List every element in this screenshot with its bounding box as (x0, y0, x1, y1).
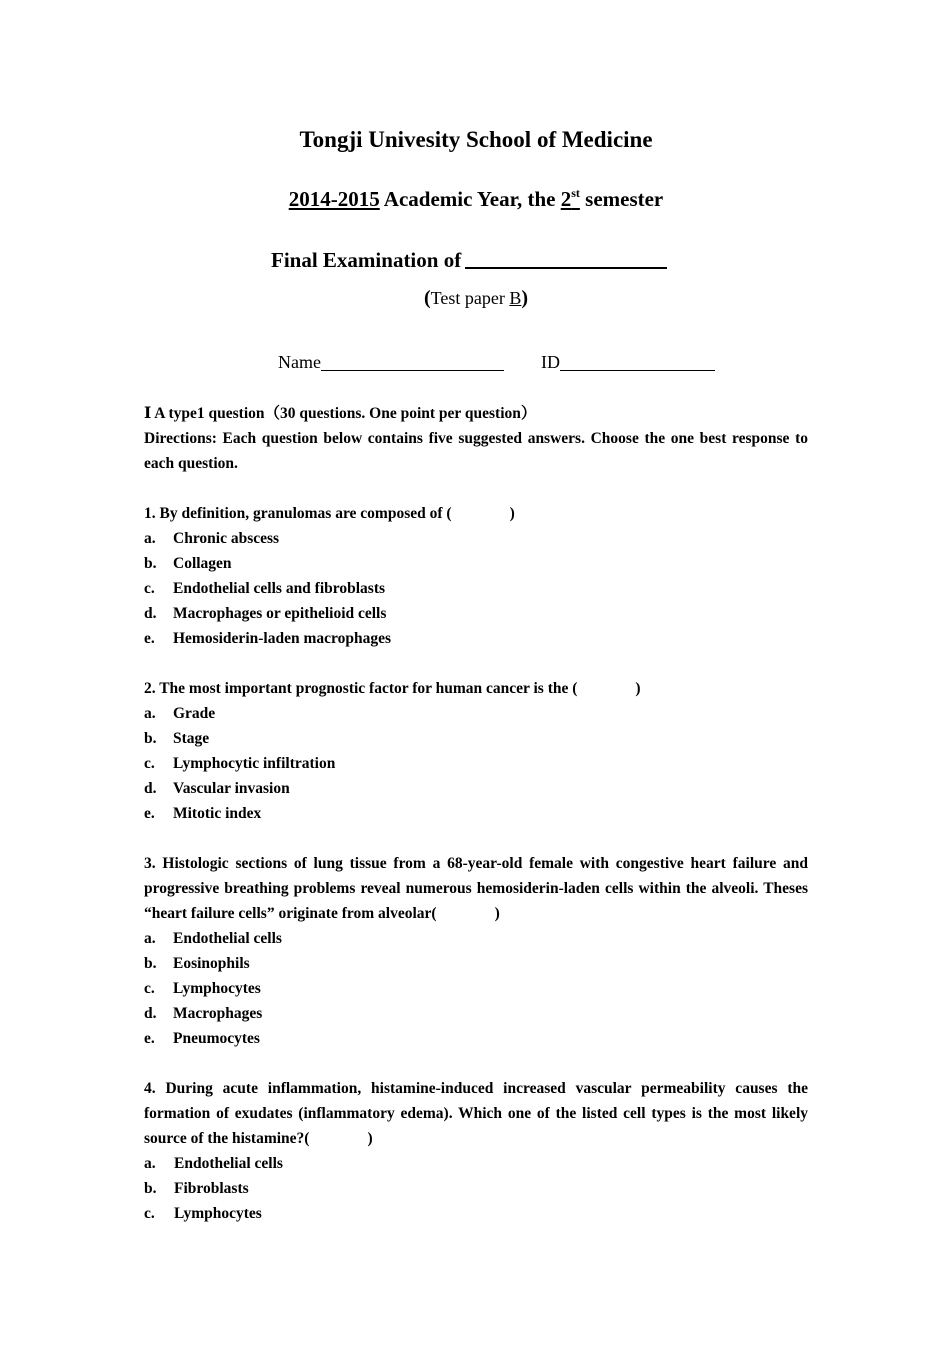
option-a: a. Grade (144, 705, 216, 722)
question-2: 2. The most important prognostic factor for human cancer is the ( ) a. Grade b. Stage c. Lymphocytic infiltration d. Vascular invasion e. Mitotic index (144, 676, 808, 826)
option-d: d. Vascular invasion (144, 780, 290, 797)
semester-suffix: st (571, 186, 580, 200)
option-c: c. Lymphocytes (144, 980, 261, 997)
option-a: a. Endothelial cells (144, 1155, 283, 1172)
final-exam-line (271, 247, 667, 273)
option-b: b. Stage (144, 730, 210, 747)
final-exam-label: Final Examination of (271, 248, 462, 272)
question-1: 1. By definition, granulomas are composed of ( ) a. Chronic abscess b. Collagen c. Endothelial cells and fibroblasts d. Macrophages or epithelioid cells e. Hemosiderin-laden macrophages (144, 501, 808, 651)
school-title: Tongji Univesity School of Medicine (299, 127, 653, 152)
option-b: b. Eosinophils (144, 955, 250, 972)
test-paper-letter: B (509, 288, 522, 308)
option-d: d. Macrophages (144, 1005, 263, 1022)
semester-number: 2st (560, 186, 580, 211)
name-label: Name (278, 352, 321, 372)
option-b: b. Collagen (144, 555, 232, 572)
question-3: 3. Histologic sections of lung tissue from a 68-year-old female with congestive heart failure and progressive breathing problems reveal numerous hemosiderin-laden cells within the alveoli. Theses “heart failure cells” originate from alveolar( ) a. Endothelial cells b. Eosinophils c. Lymphocytes d. Macrophages e. Pneumocytes (144, 851, 808, 1051)
academic-year-text: Academic Year, the (379, 187, 561, 211)
id-label: ID (540, 352, 560, 372)
option-c: c. Endothelial cells and fibroblasts (144, 580, 386, 597)
option-e: e. Mitotic index (144, 805, 262, 822)
semester-text: semester (579, 187, 664, 211)
option-a: a. Endothelial cells (144, 930, 282, 947)
option-e: e. Pneumocytes (144, 1030, 260, 1047)
option-d: d. Macrophages or epithelioid cells (144, 605, 387, 622)
directions: Directions: Each question below contains five suggested answers. Choose the one best response to each question. (144, 430, 808, 472)
option-e: e. Hemosiderin-laden macrophages (144, 630, 391, 647)
name-field[interactable] (321, 352, 504, 371)
option-b: b. Fibroblasts (144, 1180, 249, 1197)
question-text: 2. The most important prognostic factor for human cancer is the ( (144, 680, 578, 697)
academic-year-line (0, 186, 952, 212)
option-c: c. Lymphocytic infiltration (144, 755, 336, 772)
exam-content (144, 401, 808, 1226)
id-field[interactable] (560, 352, 715, 371)
test-paper-label: (Test paper B) (423, 287, 529, 309)
course-blank[interactable] (465, 247, 667, 269)
student-info-row (278, 352, 715, 373)
question-text: 3. Histologic sections of lung tissue from a 68-year-old female with congestive heart failure and progressive breathing problems reveal numerous hemosiderin-laden cells within the alveoli. Theses “heart failure cells” originate from alveolar( (144, 855, 808, 922)
question-text: 4. During acute inflammation, histamine-induced increased vascular permeability causes the formation of exudates (inflammatory edema). Which one of the listed cell types is the most likely source of the histamine?( (144, 1080, 808, 1147)
option-a: a. Chronic abscess (144, 530, 280, 547)
academic-year: 2014-2015 (288, 187, 380, 211)
option-c: c. Lymphocytes (144, 1205, 262, 1222)
question-text: 1. By definition, granulomas are composed of ( (144, 505, 452, 522)
section-title: Ⅰ A type1 question（30 questions. One point per question） (144, 405, 537, 422)
question-4: 4. During acute inflammation, histamine-induced increased vascular permeability causes the formation of exudates (inflammatory edema). Which one of the listed cell types is the most likely source of the histamine?( ) a. Endothelial cells b. Fibroblasts c. Lymphocytes (144, 1076, 808, 1226)
